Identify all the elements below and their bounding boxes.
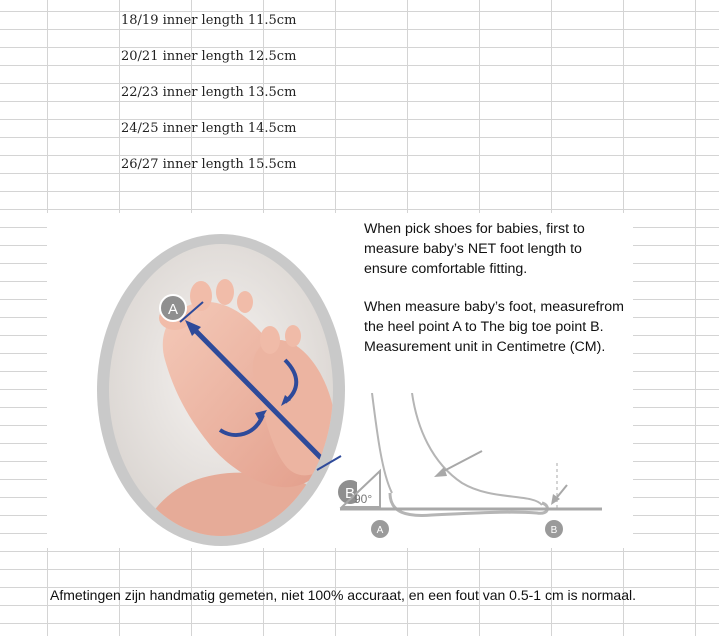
diagram-point-a: A xyxy=(376,525,384,536)
size-value: 26/27 xyxy=(121,157,159,172)
size-value: 24/25 xyxy=(121,121,159,136)
size-value: 20/21 xyxy=(121,49,159,64)
size-list xyxy=(121,12,296,192)
size-value: 18/19 xyxy=(121,13,159,28)
measurement-guide-image xyxy=(47,213,633,548)
point-b-marker: B xyxy=(344,485,356,502)
size-length: 13.5cm xyxy=(247,85,297,100)
guide-paragraph-1: When pick shoes for babies, first to measure baby’s NET foot length to ensure comfortable fitting. xyxy=(364,221,585,277)
size-length: 15.5cm xyxy=(247,157,297,172)
baby-foot-photo xyxy=(95,230,357,546)
angle-label: 90° xyxy=(354,492,373,506)
size-label: inner length xyxy=(162,85,244,100)
point-a-marker: A xyxy=(167,301,179,318)
size-label: inner length xyxy=(162,121,244,136)
size-value: 22/23 xyxy=(121,85,159,100)
size-length: 11.5cm xyxy=(247,13,297,28)
diagram-point-b: B xyxy=(550,525,558,536)
size-label: inner length xyxy=(162,157,244,172)
size-label: inner length xyxy=(162,13,244,28)
foot-measure-diagram xyxy=(332,393,612,543)
size-row xyxy=(121,48,296,84)
size-length: 14.5cm xyxy=(247,121,297,136)
size-row xyxy=(121,12,296,48)
guide-paragraph-2: When measure baby’s foot, measurefrom the heel point A to The big toe point B. Measurement unit in Centimetre (CM). xyxy=(364,299,624,355)
size-row xyxy=(121,156,296,192)
footnote: Afmetingen zijn handmatig gemeten, niet 100% accuraat, en een fout van 0.5-1 cm is normaal. xyxy=(50,587,637,603)
size-row xyxy=(121,84,296,120)
size-label: inner length xyxy=(162,49,244,64)
size-length: 12.5cm xyxy=(247,49,297,64)
size-row xyxy=(121,120,296,156)
